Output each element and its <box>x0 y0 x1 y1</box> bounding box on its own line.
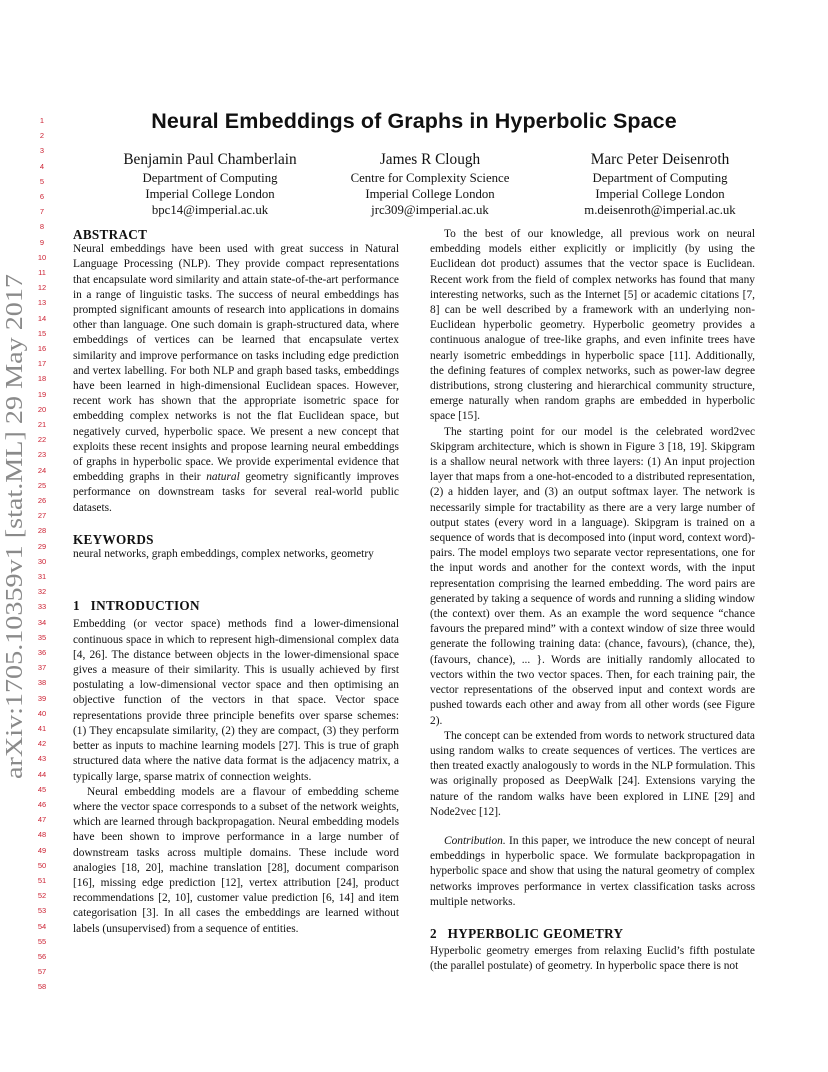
author-email: bpc14@imperial.ac.uk <box>151 203 269 217</box>
line-number: 27 <box>37 511 47 521</box>
line-number: 8 <box>39 222 45 232</box>
line-number: 34 <box>37 617 47 627</box>
line-number: 6 <box>39 192 45 201</box>
paper-title: Neural Embeddings of Graphs in Hyperbolic Space <box>151 109 677 133</box>
abstract-body: Neural embeddings have been used with great success in Natural Language Processing (NLP). They provide compact representations that encapsulate word similarity and attain state-of-the-art performance in a range of linguistic tasks. The success of neural embeddings has prompted significant amounts of research into applications in domains other than language. One such domain is graph-structured data, where embeddings of vertices can be learned that encapsulate vertex similarity and improve performance on tasks including edge prediction and vertex labelling. For both NLP and graph based tasks, embeddings have been learned in high-dimensional Euclidean spaces. However, recent work has shown that the appropriate isometric space for embedding complex networks is not the flat Euclidean space, but negatively curved, hyperbolic space. We present a new concept that exploits these recent insights and propose learning neural embeddings of graphs in hyperbolic space. We provide experimental evidence that embedding graphs in their <box>73 243 399 484</box>
arxiv-watermark-text: arXiv:1705.10359v1 [stat.ML] 29 May 2017 <box>1 339 28 779</box>
author-inst: Imperial College London <box>145 187 275 201</box>
line-number: 44 <box>37 769 47 779</box>
line-number: 39 <box>37 693 47 703</box>
line-number: 48 <box>37 830 47 840</box>
line-number: 31 <box>37 572 47 581</box>
line-number: 42 <box>37 739 47 749</box>
author-dept: Centre for Complexity Science <box>350 171 510 185</box>
keywords-text: neural networks, graph embeddings, complex networks, geometry <box>73 548 374 561</box>
line-number: 25 <box>37 480 47 490</box>
author-1 <box>90 150 330 218</box>
line-number: 4 <box>39 161 45 171</box>
line-number: 47 <box>37 815 47 825</box>
line-number: 15 <box>37 328 47 338</box>
line-number: 23 <box>37 450 47 460</box>
line-number: 51 <box>37 876 47 885</box>
line-number: 5 <box>39 176 45 186</box>
line-number: 9 <box>39 237 45 247</box>
left-column <box>73 227 399 937</box>
author-dept: Department of Computing <box>142 171 278 185</box>
arxiv-watermark <box>0 265 30 785</box>
section-2-heading: 2 HYPERBOLIC GEOMETRY <box>430 925 624 941</box>
right-paragraph-1: To the best of our knowledge, all previous work on neural embedding models either explicitly or implicitly (by using the Euclidean dot product) assumes that the vector space is Euclidean. Recent work from the field of complex networks has found that many interesting networks, such as the Internet [5] or academic citations [7, 8] can be well described by a framework with an underlying non-Euclidean hyperbolic geometry. Hyperbolic geometry provides a continuous analogue of tree-like graphs, and even infinite trees have nearly isometric embeddings in hyperbolic space [11]. Additionally, the defining features of complex networks, such as power-law degree distributions, strong clustering and hierarchical community structure, emerge naturally when random graphs are embedded in hyperbolic space [15]. <box>430 228 755 423</box>
line-number: 37 <box>37 663 47 673</box>
line-number: 36 <box>37 648 47 657</box>
abstract-end: geometry significantly improves performance on downstream tasks for several real-world public datasets. <box>73 471 399 514</box>
right-paragraph-2: The starting point for our model is the celebrated word2vec Skipgram architecture, which is shown in Figure 3 [18, 19]. Skipgram is a shallow neural network with three layers: (1) An input projection layer that maps from a one-hot-encoded to a distributed representation, (2) a hidden layer, and (3) an output softmax layer. The network is necessarily simple for tractability as there are a very large number of output states (every word in a language). Skipgram is trained on a sequence of words that is decomposed into (input word, context word)-pairs. The model employs two separate vector representations, one for the input words and another for the context words, with the input representation comprising the learned embedding. The word pairs are generated by taking a sequence of words and running a sliding window (the context) over them. As an example the word sequence “chance favours the prepared mind” with a context window of size three would generate the following training data: (chance, favours), (chance, the), (favours, chance), ... }. Words are initially randomly allocated to vectors within the two vector spaces. Then, for each training pair, the vector representations of the observed input and context words are pushed towards each other and away from all other words (see Figure 2). <box>430 425 755 727</box>
author-inst: Imperial College London <box>365 187 495 201</box>
author-email: m.deisenroth@imperial.ac.uk <box>584 203 736 217</box>
line-number: 46 <box>37 800 47 809</box>
line-number: 1 <box>39 116 45 125</box>
line-number: 54 <box>37 921 47 931</box>
right-column <box>430 227 755 975</box>
right-paragraph-3: The concept can be extended from words to network structured data using random walks to create sequences of vertices. The vertices are then treated exactly analogously to words in the NLP formulation. This was originally proposed as DeepWalk [24]. Extensions varying the nature of the random walks have been explored in LINE [29] and Node2vec [12]. <box>430 729 755 818</box>
line-number: 49 <box>37 845 47 855</box>
contribution-text: In this paper, we introduce the new concept of neural embeddings in hyperbolic space. We formulate backpropagation in hyperbolic space and show that using the natural geometry of complex networks improves performance in vertex classification tasks across multiple networks. <box>430 834 755 908</box>
line-number: 7 <box>39 207 45 217</box>
line-number: 55 <box>37 936 47 946</box>
line-number: 57 <box>37 967 47 977</box>
author-2 <box>310 150 550 218</box>
author-email: jrc309@imperial.ac.uk <box>371 203 489 217</box>
section-2-text: Hyperbolic geometry emerges from relaxing Euclid’s fifth postulate (the parallel postulate) of geometry. In hyperbolic space there is not <box>430 945 755 973</box>
line-number: 3 <box>39 146 45 156</box>
line-number: 18 <box>37 374 47 384</box>
line-number: 20 <box>37 404 47 414</box>
line-number: 17 <box>37 359 47 369</box>
line-number: 29 <box>37 541 47 551</box>
line-number: 16 <box>37 344 47 353</box>
line-number: 33 <box>37 602 47 612</box>
line-number: 53 <box>37 906 47 916</box>
line-number: 13 <box>37 298 47 308</box>
abstract-heading: ABSTRACT <box>73 227 148 242</box>
line-number: 58 <box>37 982 47 992</box>
author-name: Marc Peter Deisenroth <box>590 151 730 168</box>
line-number: 56 <box>37 952 47 961</box>
line-number: 28 <box>37 526 47 536</box>
line-number: 19 <box>37 389 47 399</box>
keywords-heading: KEYWORDS <box>73 531 154 547</box>
line-number: 24 <box>37 465 47 475</box>
author-dept: Department of Computing <box>592 171 728 185</box>
line-number: 35 <box>37 632 47 642</box>
line-number: 40 <box>37 708 47 718</box>
abstract-italic: natural <box>206 471 240 484</box>
author-3 <box>540 150 780 218</box>
author-inst: Imperial College London <box>595 187 725 201</box>
line-number: 14 <box>37 313 47 323</box>
line-number: 32 <box>37 587 47 597</box>
line-number: 43 <box>37 754 47 764</box>
contribution-paragraph <box>430 834 755 910</box>
line-number: 52 <box>37 891 47 901</box>
line-number: 26 <box>37 496 47 505</box>
intro-paragraph-2: Neural embedding models are a flavour of embedding scheme where the vector space corresponds to a subset of the network weights, which are learned through backpropagation. Neural embedding models have been shown to improve performance in a large number of downstream tasks across multiple domains. These include word analogies [18, 20], machine translation [28], document comparison [16], missing edge prediction [12], vertex attribution [24], product recommendations [2, 10], customer value prediction [6, 14] and item categorisation [3]. In all cases the embeddings are learned without labels (unsupervised) from a sequence of entities. <box>73 785 399 935</box>
line-number: 41 <box>37 724 47 733</box>
abstract-text <box>73 242 399 516</box>
line-number: 21 <box>37 420 47 429</box>
line-number: 10 <box>37 252 47 262</box>
line-number: 2 <box>39 131 45 141</box>
author-name: Benjamin Paul Chamberlain <box>123 151 297 168</box>
line-number: 50 <box>37 860 47 870</box>
line-number: 11 <box>38 268 46 277</box>
line-number: 38 <box>37 678 47 688</box>
line-number: 30 <box>37 556 47 566</box>
intro-heading: 1 INTRODUCTION <box>73 598 200 614</box>
line-number: 22 <box>37 435 47 445</box>
author-name: James R Clough <box>379 151 481 168</box>
line-number: 12 <box>37 283 47 293</box>
line-number: 45 <box>37 784 47 794</box>
contribution-label: Contribution. <box>444 834 506 847</box>
intro-paragraph-1: Embedding (or vector space) methods find a lower-dimensional continuous space in which to represent high-dimensional complex data [4, 26]. The distance between objects in the lower-dimensional space gives a measure of their similarity. This is usually achieved by first postulating a low-dimensional vector space and then optimising an objective function of the vectors in that space. Vector space representations provide three principle benefits over sparse schemes: (1) They encapsulate similarity, (2) they are compact, (3) they perform better as inputs to machine learning models [27]. This is true of graph structured data where the native data format is the adjacency matrix, a typically large, sparse matrix of connection weights. <box>73 618 399 783</box>
